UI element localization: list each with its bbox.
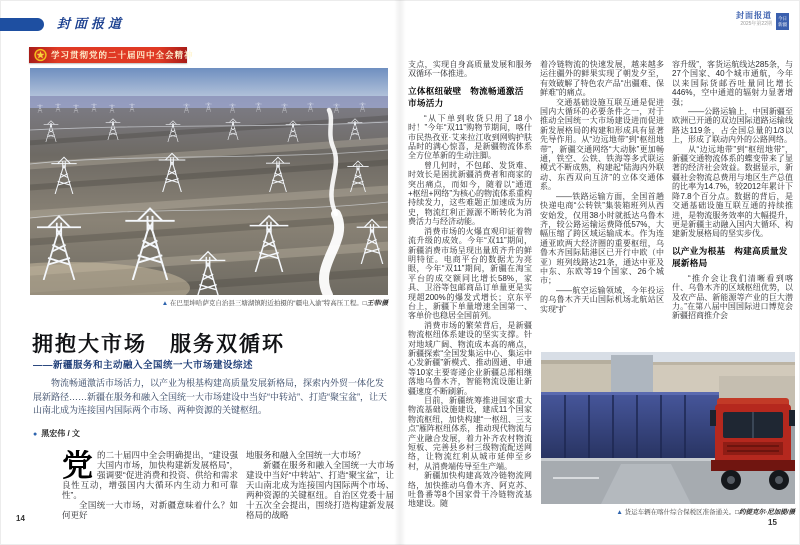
logo-line-2: 新疆 bbox=[778, 21, 787, 27]
subhead-logistics: 立体枢纽破壁 物流畅通激活市场活力 bbox=[408, 85, 524, 108]
page-number-right: 15 bbox=[768, 518, 777, 527]
paragraph: “从下单到收货只用了18小时！”今年“双11”购物节期间，喀什市民热孜亚·艾来拉江收到网购护肤品时的满心惊喜，是新疆物流体系全方位革新的生动注脚。 bbox=[408, 113, 532, 161]
caption-triangle-icon: ▲ bbox=[616, 509, 623, 516]
byline bbox=[33, 428, 80, 439]
byline-name: 黑宏伟 / 文 bbox=[41, 429, 80, 438]
logo-line-1: 今日 bbox=[778, 16, 787, 21]
banner-label: 学习贯彻党的二十届四中全会精神 bbox=[51, 50, 194, 60]
caption-text: 在巴里坤哈萨克自治县三塘湖镇附近拍摄的“疆电入渝”特高压工程。 bbox=[168, 300, 363, 307]
pylon-field-photo bbox=[30, 68, 388, 295]
right-column-3 bbox=[672, 60, 793, 328]
caption-credit: □王菲/摄 bbox=[362, 300, 388, 307]
photo-caption-left bbox=[30, 298, 388, 307]
paragraph: 新疆加快构建高效冷链物流网络，加快推动乌鲁木齐、阿克苏、吐鲁番等8个国家骨干冷链物流基地建设。随 bbox=[408, 471, 532, 509]
paragraph: 目前，新疆统筹推进国家重大物流基础设施建设，建成11个国家物流枢纽，加快构建“一枢纽、三支点”雁阵枢纽体系，推动现代物流与产业融合发展，着力补齐农村物流短板、完善县乡村三级物流配送网络，让物流红利从城市延伸至乡村，从消费端传导至生产端。 bbox=[408, 396, 532, 471]
party-emblem-icon bbox=[33, 48, 48, 62]
photo-caption-right bbox=[541, 507, 795, 516]
byline-bullet-icon: ● bbox=[33, 431, 38, 438]
paragraph: 着冷链物流的快速发展，越来越多运往疆外的鲜果实现了朝发夕至，有效破解了特色农产品“出疆难、保鲜难”的痛点。 bbox=[540, 60, 664, 98]
pylon-field-illustration bbox=[30, 68, 388, 295]
caption-text: 货运车辆在喀什综合保税区准备通关。 bbox=[622, 509, 736, 516]
paragraph: 从“边远地带”到“枢纽地带”，新疆交通物流体系的蝶变带来了显著的经济社会效益。数据显示，新疆社会物流总费用与地区生产总值的比率为14.7%，较2012年累计下降7.8个百分点。数据的背后，是交通基础设施互联互通的持续推进，是物流服务效率的大幅提升，更是新疆主动融入国内大循环、构建新发展格局的坚实步伐。 bbox=[672, 144, 793, 239]
paragraph: 消费市场的繁荣背后，是新疆物流枢纽体系建设的坚实支撑。针对地域广阔、物流成本高的痛点，新疆探索“全国发集运中心、集运中心发新疆”新模式、推动圆通、申通等10家主要寄递企业新疆总部相继落地乌鲁木齐，智能物流设施让新疆速度不断刷新。 bbox=[408, 320, 532, 396]
paragraph: ——铁路运输方面，全国首趟快递电商“公转铁”集装箱班列从西安始发，仅用38小时就抵达乌鲁木齐，较公路运输运费降低57%，大幅压缩了跨区域运输成本。作为连通亚欧两大经济圈的重要枢纽，乌鲁木齐国际陆港区已开行中欧（中亚）班列线路达21条，通达中亚及中东、东欧等19个国家、26个城市； bbox=[540, 191, 664, 286]
right-column-1 bbox=[408, 60, 532, 528]
truck-illustration bbox=[541, 352, 795, 504]
left-body-column-2 bbox=[246, 450, 394, 522]
center-fold bbox=[394, 0, 406, 545]
article-title: 拥抱大市场 服务双循环 bbox=[32, 333, 285, 356]
paragraph: 容升级”，客货运航线达285条，与27个国家、40个城市通航，今年以来国际货邮吞吐量同比增长446%，空中通道的辐射力显著增强； bbox=[672, 60, 793, 107]
paragraph: 消费市场的火爆直观印证着物流升级的成效。今年“双11”期间，新疆消费市场呈现出量质齐升的鲜明特征。电商平台的数据尤为亮眼，今年“双11”期间，新疆在淘宝平台的成交额同比增长58%，家具、卫浴等包邮商品订单量更是实现超200%的爆发式增长；京东平台上，新疆下单量增速全国第一、客单价也稳居全国前列。 bbox=[408, 226, 532, 321]
paragraph: 曾几何时，不包邮、发货难、时效长是困扰新疆消费者和商家的突出痛点，而如今，随着以“通道+枢纽+网络”为核心的物流体系重构持续发力，这些难题正加速成为历史，物流红利正源源不断转化为消费活力与经济动能。 bbox=[408, 160, 532, 227]
paragraph: 地服务和融入全国统一大市场？ bbox=[246, 450, 366, 460]
section-eyebrow: 封面报道 bbox=[57, 16, 126, 31]
header-section-label: 封面报道 bbox=[736, 11, 772, 20]
right-page-header bbox=[660, 12, 772, 27]
paragraph: 新疆在服务和融入全国统一大市场建设中当好“中转站”、打造“聚宝盆”，让天山南北成为连接国内国际两个市场、两种资源的关键枢纽。自治区党委十届十五次全会提出，围绕打造构建新发展格局的战略 bbox=[246, 460, 394, 520]
paragraph: 全国统一大市场，对新疆意味着什么？如何更好 bbox=[62, 500, 238, 520]
caption-credit: □约提克尔·尼加提/摄 bbox=[735, 509, 795, 516]
paragraph: “推介会让我们清晰看到喀什、乌鲁木齐的区域枢纽优势，以及农产品、新能源等产业的巨大潜力。”在第八届中国国际进口博览会新疆招商推介会 bbox=[672, 273, 793, 321]
caption-triangle-icon: ▲ bbox=[161, 300, 169, 307]
article-subtitle: ——新疆服务和主动融入全国统一大市场建设综述 bbox=[33, 360, 254, 371]
paragraph: 交通基础设施互联互通是促进国内大循环的必要条件之一，对于推动全国统一大市场建设进而促进新发展格局的构建和形成具有显著先导作用。从“边远地带”到“枢纽地带”，新疆交通网络“大动脉”更加畅通，铁空、公铁、铁海等多式联运模式不断成熟，构建起“陆海内外联动、东西双向互济”的立体交通体系。 bbox=[540, 97, 664, 192]
paragraph: ——航空运输领域，今年投运的乌鲁木齐天山国际机场北航站区实现“扩 bbox=[540, 285, 664, 314]
paragraph: 支点，实现自身高质量发展和服务双循环一体推进。 bbox=[408, 60, 532, 79]
paragraph: 的二十届四中全会明确提出，“建设强大国内市场，加快构建新发展格局”，强调要“促进消费和投资、供给和需求良性互动，增强国内大循环内生动力和可靠性”。 bbox=[62, 450, 238, 500]
drop-cap: 党 bbox=[62, 450, 93, 483]
header-pill bbox=[0, 18, 44, 31]
page-number-left: 14 bbox=[16, 514, 25, 523]
right-column-2 bbox=[540, 60, 664, 322]
magazine-logo bbox=[776, 13, 789, 30]
truck-customs-photo bbox=[541, 352, 795, 504]
left-body-column-1 bbox=[62, 450, 238, 522]
subhead-industry: 以产业为根基 构建高质量发展新格局 bbox=[672, 245, 788, 268]
paragraph: ——公路运输上，中国新疆至欧洲已开通的双边国际道路运输线路达119条，占全国总量的1/3以上，形成了联动内外的公路网络。 bbox=[672, 107, 793, 145]
theme-banner bbox=[29, 47, 194, 63]
article-intro: 物流畅通激活市场活力，以产业为根基构建高质量发展新格局，探索内外贸一体化发展新路径……新疆在服务和融入全国统一大市场建设中当好“中转站”、打造“聚宝盆”，让天山南北成为连接国内国际两个市场、两种资源的关键枢纽。 bbox=[33, 378, 387, 415]
header-issue: 2025年第22期 bbox=[740, 20, 772, 27]
